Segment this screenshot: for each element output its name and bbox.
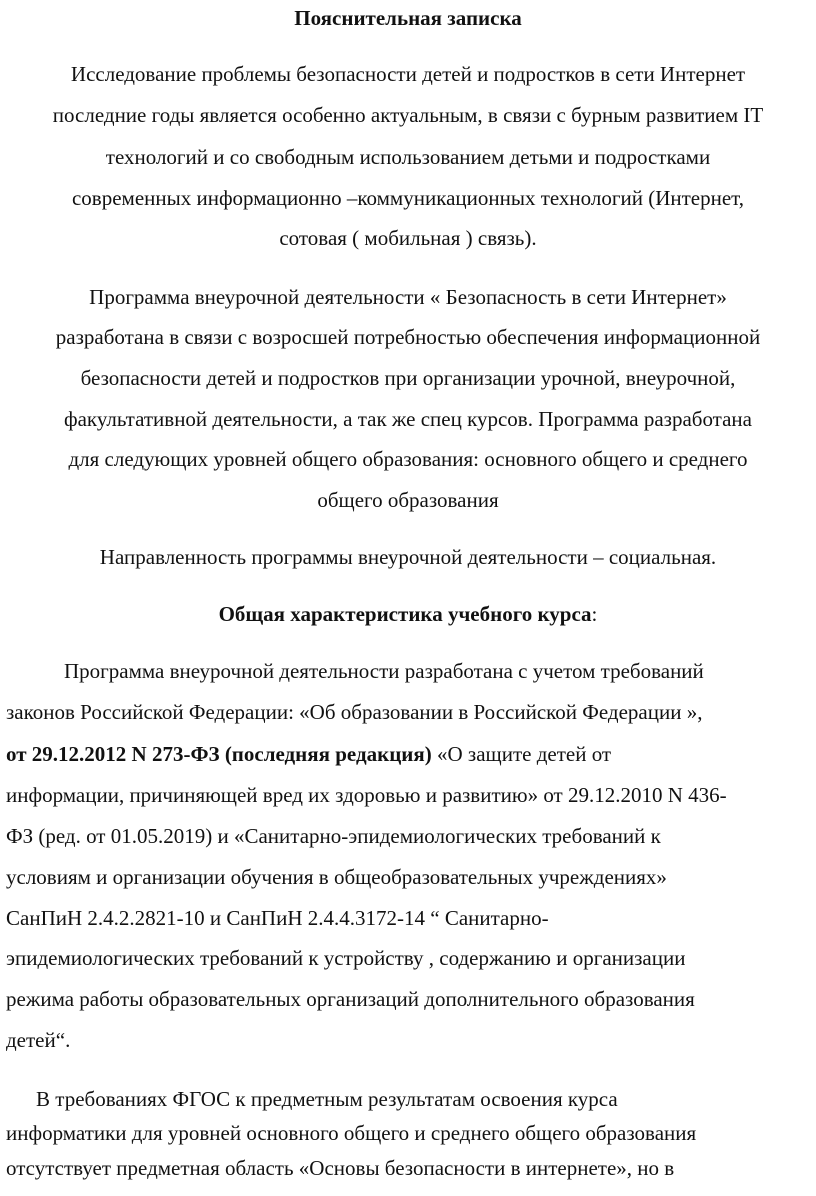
section-heading-colon: : xyxy=(591,602,598,626)
paragraph-line: отсутствует предметная область «Основы безопасности в интернете», но в xyxy=(6,1156,675,1180)
paragraph-line: законов Российской Федерации: «Об образовании в Российской Федерации », xyxy=(6,700,703,724)
paragraph-line: общего образования xyxy=(317,488,499,512)
paragraph-line: современных информационно –коммуникационных технологий (Интернет, xyxy=(71,186,745,210)
paragraph-line: Программа внеурочной деятельности разработана с учетом требований xyxy=(64,659,704,683)
paragraph-line: факультативной деятельности, а так же спец курсов. Программа разработана xyxy=(63,407,752,431)
law-reference-bold: от 29.12.2012 N 273-ФЗ (последняя редакция) xyxy=(6,742,432,766)
paragraph-line: эпидемиологических требований к устройству , содержанию и организации xyxy=(6,946,686,970)
paragraph-line: режима работы образовательных организаций дополнительного образования xyxy=(6,987,695,1011)
paragraph-line: информации, причиняющей вред их здоровью и развитию» от 29.12.2010 N 436- xyxy=(6,783,727,807)
paragraph-line: безопасности детей и подростков при организации урочной, внеурочной, xyxy=(80,366,736,390)
paragraph-line: СанПиН 2.4.2.2821-10 и СанПиН 2.4.4.3172-14 “ Санитарно- xyxy=(6,906,549,930)
paragraph-line: условиям и организации обучения в общеобразовательных учреждениях» xyxy=(6,865,667,889)
paragraph-line: ФЗ (ред. от 01.05.2019) и «Санитарно-эпидемиологических требований к xyxy=(6,824,661,848)
paragraph-line: Исследование проблемы безопасности детей и подростков в сети Интернет xyxy=(70,62,746,86)
paragraph-line: информатики для уровней основного общего и среднего общего образования xyxy=(6,1121,697,1145)
section-heading xyxy=(6,602,810,626)
paragraph-line: детей“. xyxy=(6,1028,71,1052)
paragraph-direction: Направленность программы внеурочной деятельности – социальная. xyxy=(99,545,717,569)
section-heading-text: Общая характеристика учебного курса xyxy=(218,602,592,626)
paragraph-line: для следующих уровней общего образования: основного общего и среднего xyxy=(68,447,748,471)
paragraph-line: разработана в связи с возросшей потребностью обеспечения информационной xyxy=(55,325,761,349)
law-reference-text: «О защите детей от xyxy=(431,742,612,766)
paragraph-line: последние годы является особенно актуальным, в связи с бурным развитием IT xyxy=(52,103,764,127)
paragraph-line: сотовая ( мобильная ) связь). xyxy=(279,226,537,250)
paragraph-line: В требованиях ФГОС к предметным результатам освоения курса xyxy=(36,1087,618,1111)
paragraph-line xyxy=(6,742,810,766)
paragraph-line: технологий и со свободным использованием детьми и подростками xyxy=(105,145,711,169)
document-title: Пояснительная записка xyxy=(294,6,522,30)
paragraph-line: Программа внеурочной деятельности « Безопасность в сети Интернет» xyxy=(89,285,727,309)
